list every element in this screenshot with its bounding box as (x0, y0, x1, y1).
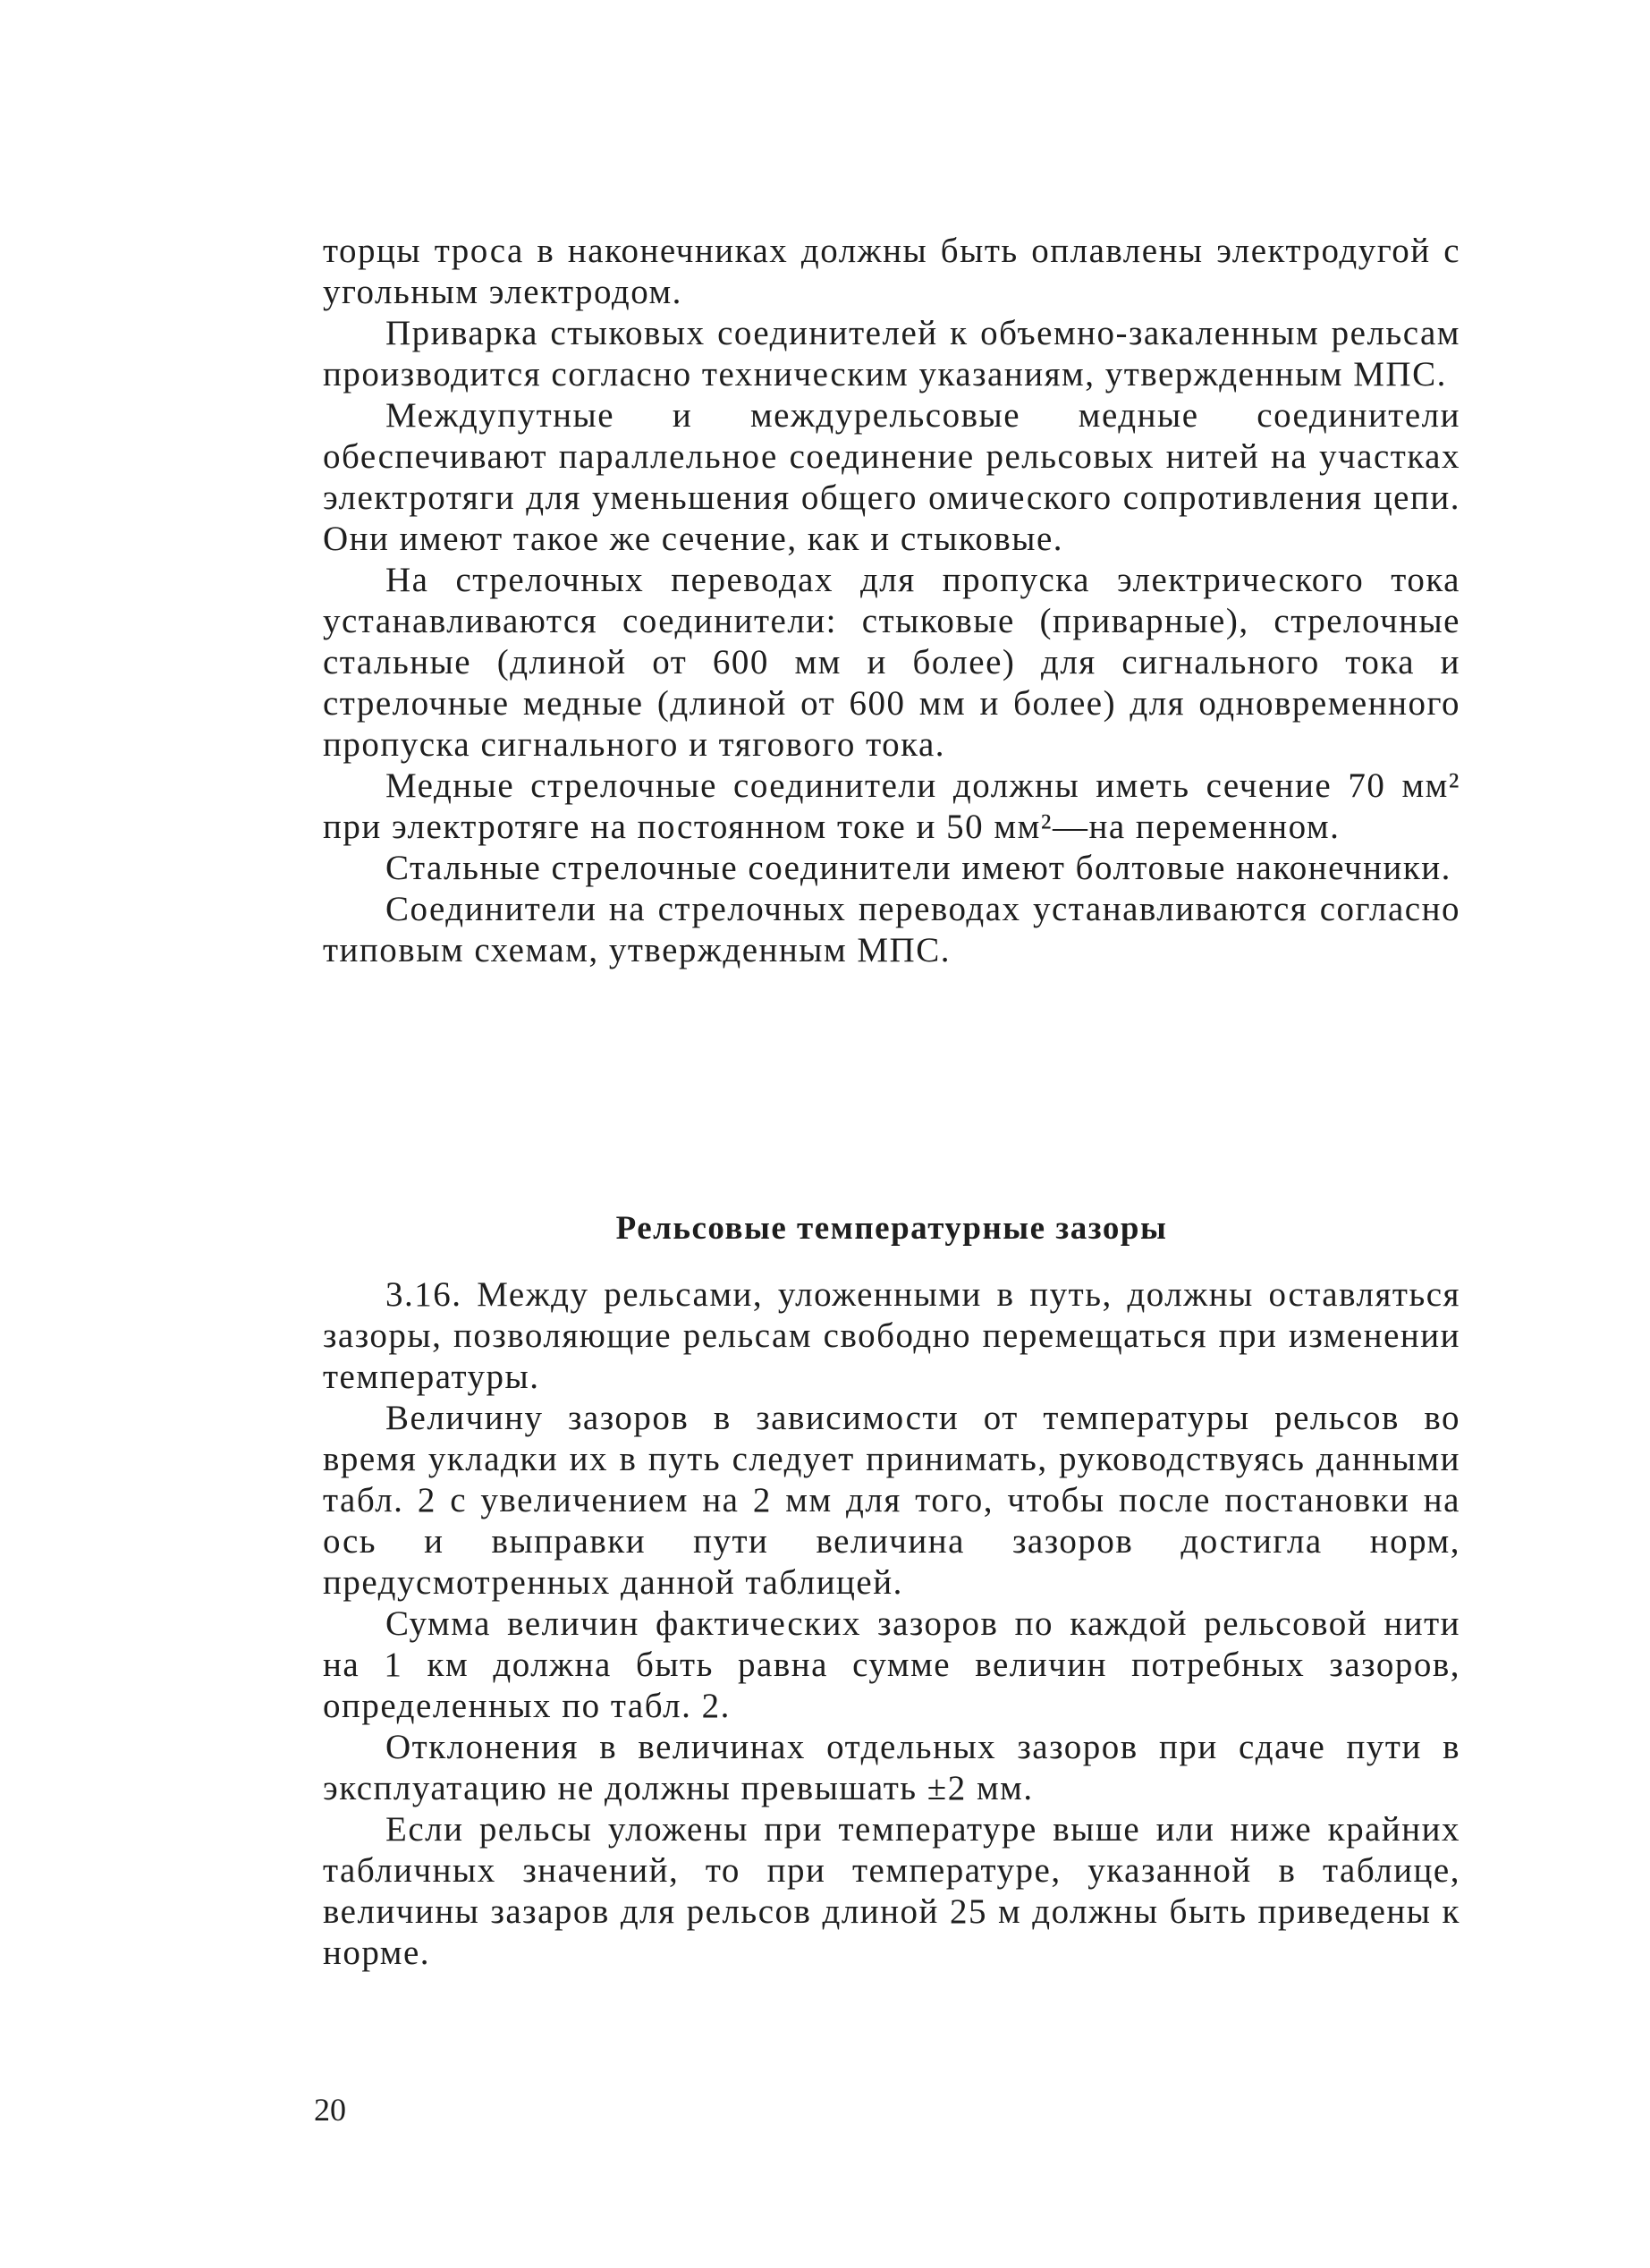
section-heading: Рельсовые температурные зазоры (615, 1210, 1168, 1247)
paragraph-steel-switch-bonds: Стальные стрелочные соединители имеют болтовые наконечники. (385, 849, 1451, 887)
paragraph-3-16: 3.16. Между рельсами, уложенными в путь, должны оставляться зазоры, позволяющие рельсам свободно перемещаться при изменении температуры. (323, 1275, 1460, 1396)
paragraph-copper-switch-bonds: Медные стрелочные соединители должны иметь сечение 70 мм² при электротяге на постоянном токе и 50 мм²—на переменном. (323, 766, 1460, 846)
paragraph-gap-deviation: Отклонения в величинах отдельных зазоров при сдаче пути в эксплуатацию не должны превышать ±2 мм. (323, 1728, 1460, 1807)
paragraph-butt-bond-welding: Приварка стыковых соединителей к объемно-закаленным рельсам производится согласно техническим указаниям, утвержденным МПС. (323, 314, 1460, 394)
paragraph-continuation: торцы троса в наконечниках должны быть оплавлены электродугой с угольным электродом. (323, 232, 1460, 311)
paragraph-interrail-bonds: Междупутные и междурельсовые медные соединители обеспечивают параллельное соединение рельсовых нитей на участках электротяги для уменьшения общего омического сопротивления цепи. Они имеют такое же сечение, как и стыковые. (323, 396, 1460, 558)
paragraph-bond-installation: Соединители на стрелочных переводах устанавливаются согласно типовым схемам, утвержденным МПС. (323, 890, 1460, 969)
top-text-block (323, 231, 1460, 971)
paragraph-extreme-temperature: Если рельсы уложены при температуре выше или ниже крайних табличных значений, то при температуре, указанной в таблице, величины зазаров для рельсов длиной 25 м должны быть приведены к норме. (323, 1810, 1460, 1972)
section-text-block (323, 1274, 1460, 1974)
paragraph-gap-size: Величину зазоров в зависимости от температуры рельсов во время укладки их в путь следует принимать, руководствуясь данными табл. 2 с увеличением на 2 мм для того, чтобы после постановки на ось и выправки пути величина зазоров достигла норм, предусмотренных данной таблицей. (323, 1399, 1460, 1602)
paragraph-switch-bonds: На стрелочных переводах для пропуска электрического тока устанавливаются соединители: стыковые (приварные), стрелочные стальные (длиной от 600 мм и более) для сигнального тока и стрелочные медные (длиной от 600 мм и более) для одновременного пропуска сигнального и тягового тока. (323, 561, 1460, 764)
page-number: 20 (314, 2092, 346, 2128)
paragraph-gap-sum: Сумма величин фактических зазоров по каждой рельсовой нити на 1 км должна быть равна сумме величин потребных зазоров, определенных по табл. 2. (323, 1604, 1460, 1725)
